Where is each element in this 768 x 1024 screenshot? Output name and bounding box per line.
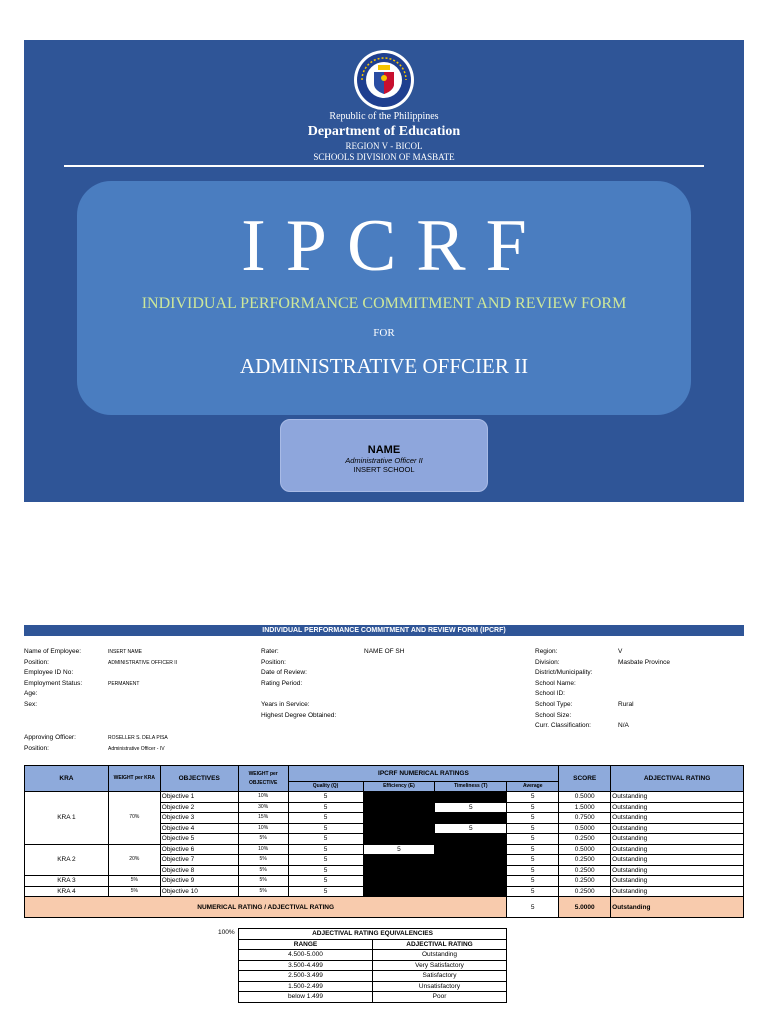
header-divider (64, 165, 704, 167)
info-label: School Name: (535, 679, 576, 687)
efficiency-cell (363, 792, 435, 803)
score-cell: 0.5000 (559, 792, 611, 803)
info-label: Position: (261, 658, 286, 666)
division-label: SCHOOLS DIVISION OF MASBATE (313, 152, 455, 162)
info-value (618, 679, 670, 690)
timeliness-cell (435, 844, 507, 855)
cover-page (24, 40, 744, 502)
efficiency-cell (363, 834, 435, 845)
kra-cell: KRA 1 (25, 792, 109, 845)
total-percent: 100% (218, 929, 235, 936)
info-label: Division: (535, 658, 560, 666)
equivalency-row (239, 971, 507, 982)
info-label: Date of Review: (261, 669, 307, 677)
info-value: Masbate Province (618, 658, 671, 666)
score-cell: 0.5000 (559, 844, 611, 855)
employee-labels (24, 647, 82, 711)
region-label: REGION V - BICOL (345, 141, 423, 151)
efficiency-cell (363, 823, 435, 834)
info-value: INSERT NAME (108, 649, 142, 655)
quality-header: Quality (Q) (288, 782, 363, 792)
adjectival-rating-header: ADJECTIVAL RATING (373, 939, 507, 950)
kra-cell: KRA 2 (25, 844, 109, 876)
info-value: Administrative Officer - IV (108, 745, 165, 752)
timeliness-cell (435, 865, 507, 876)
objective-weight-cell: 5% (238, 876, 288, 887)
objective-weight-cell: 5% (238, 886, 288, 897)
title-box (77, 181, 691, 415)
timeliness-header: Timeliness (T) (435, 782, 507, 792)
objective-weight-cell: 10% (238, 844, 288, 855)
timeliness-cell: 5 (435, 802, 507, 813)
objective-weight-cell: 30% (238, 802, 288, 813)
adjectival-header: ADJECTIVAL RATING (611, 766, 744, 792)
objective-cell: Objective 8 (160, 865, 238, 876)
quality-cell: 5 (288, 792, 363, 803)
average-cell: 5 (507, 813, 559, 824)
quality-cell: 5 (288, 855, 363, 866)
rating-cell: Very Satisfactory (373, 960, 507, 971)
equivalency-row (239, 960, 507, 971)
average-header: Average (507, 782, 559, 792)
objective-weight-cell: 5% (238, 855, 288, 866)
info-label: School Type: (535, 700, 573, 708)
equivalency-title: ADJECTIVAL RATING EQUIVALENCIES (239, 929, 507, 940)
info-label: Approving Officer: (24, 734, 76, 741)
timeliness-cell (435, 876, 507, 887)
objective-cell: Objective 1 (160, 792, 238, 803)
range-cell: below 1.499 (239, 992, 373, 1003)
ipcrf-ratings-table (24, 765, 744, 918)
score-cell: 0.2500 (559, 886, 611, 897)
info-label: Highest Degree Obtained: (261, 711, 337, 719)
efficiency-cell (363, 813, 435, 824)
score-cell: 0.2500 (559, 855, 611, 866)
objective-cell: Objective 3 (160, 813, 238, 824)
objective-weight-cell: 10% (238, 823, 288, 834)
info-label: School ID: (535, 690, 565, 698)
rater-values (364, 647, 404, 658)
summary-label: NUMERICAL RATING / ADJECTIVAL RATING (25, 897, 507, 918)
objective-cell: Objective 4 (160, 823, 238, 834)
efficiency-header: Efficiency (E) (363, 782, 435, 792)
info-label: Rater: (261, 648, 279, 655)
equivalency-row (239, 981, 507, 992)
rating-cell: Satisfactory (373, 971, 507, 982)
kra-weight-cell: 5% (108, 876, 160, 887)
timeliness-cell (435, 813, 507, 824)
efficiency-cell (363, 876, 435, 887)
score-cell: 0.5000 (559, 823, 611, 834)
department-label: Department of Education (307, 124, 461, 139)
average-cell: 5 (507, 855, 559, 866)
info-label: Employee ID No: (24, 669, 74, 677)
score-cell: 0.2500 (559, 865, 611, 876)
objective-weight-cell: 15% (238, 813, 288, 824)
range-cell: 2.500-3.499 (239, 971, 373, 982)
region-labels (535, 647, 592, 732)
table-row (25, 844, 744, 855)
adjectival-cell: Outstanding (611, 855, 744, 866)
quality-cell: 5 (288, 876, 363, 887)
ratings-header: IPCRF NUMERICAL RATINGS (288, 766, 559, 782)
kra-header: KRA (25, 766, 109, 792)
kra-weight-cell: 5% (108, 886, 160, 897)
form-title-bar: INDIVIDUAL PERFORMANCE COMMITMENT AND REVIEW FORM (IPCRF) (24, 625, 744, 636)
table-row (25, 876, 744, 887)
region-values (618, 647, 670, 732)
cover-for-label: FOR (373, 327, 395, 339)
timeliness-cell (435, 886, 507, 897)
info-value: PERMANENT (108, 680, 140, 687)
info-label: Sex: (24, 700, 38, 708)
adjectival-cell: Outstanding (611, 802, 744, 813)
quality-cell: 5 (288, 865, 363, 876)
timeliness-cell: 5 (435, 823, 507, 834)
score-cell: 0.2500 (559, 834, 611, 845)
kra-cell: KRA 4 (25, 886, 109, 897)
info-label: Region: (535, 648, 558, 655)
efficiency-cell (363, 886, 435, 897)
info-label: Age: (24, 690, 38, 698)
score-header: SCORE (559, 766, 611, 792)
rating-cell: Poor (373, 992, 507, 1003)
objective-cell: Objective 7 (160, 855, 238, 866)
score-cell: 1.5000 (559, 802, 611, 813)
employee-school: INSERT SCHOOL (353, 465, 415, 474)
efficiency-cell (363, 865, 435, 876)
info-label: District/Municipality: (535, 669, 593, 677)
equivalency-row (239, 992, 507, 1003)
info-label: Name of Employee: (24, 648, 82, 655)
quality-cell: 5 (288, 813, 363, 824)
rater-labels (261, 647, 336, 721)
info-value (618, 689, 670, 700)
objective-cell: Objective 10 (160, 886, 238, 897)
ratings-body (25, 792, 744, 897)
range-cell: 1.500-2.499 (239, 981, 373, 992)
info-value: N/A (618, 722, 629, 730)
info-value (108, 689, 177, 700)
cover-subtitle: INDIVIDUAL PERFORMANCE COMMITMENT AND REVIEW FORM (141, 295, 627, 312)
name-card (280, 419, 488, 492)
average-cell: 5 (507, 834, 559, 845)
equivalency-row (239, 950, 507, 961)
table-row (25, 886, 744, 897)
objective-weight-cell: 5% (238, 865, 288, 876)
employee-name: NAME (367, 444, 401, 456)
average-cell: 5 (507, 865, 559, 876)
objective-weight-cell: 10% (238, 792, 288, 803)
rating-cell: Outstanding (373, 950, 507, 961)
info-value: V (618, 648, 623, 655)
quality-cell: 5 (288, 886, 363, 897)
quality-cell: 5 (288, 834, 363, 845)
rating-cell: Unsatisfactory (373, 981, 507, 992)
objective-weight-cell: 5% (238, 834, 288, 845)
summary-score: 5.0000 (559, 897, 611, 918)
quality-cell: 5 (288, 802, 363, 813)
timeliness-cell (435, 855, 507, 866)
objective-cell: Objective 5 (160, 834, 238, 845)
average-cell: 5 (507, 886, 559, 897)
range-header: RANGE (239, 939, 373, 950)
info-label: Curr. Classification: (535, 722, 591, 730)
weight-kra-header: WEIGHT per KRA (108, 766, 160, 792)
weight-objective-header: WEIGHT per OBJECTIVE (238, 766, 288, 792)
quality-cell: 5 (288, 844, 363, 855)
adjectival-cell: Outstanding (611, 844, 744, 855)
equivalency-table (238, 928, 507, 1003)
adjectival-cell: Outstanding (611, 792, 744, 803)
average-cell: 5 (507, 792, 559, 803)
kra-cell: KRA 3 (25, 876, 109, 887)
info-label: Position: (24, 658, 49, 666)
adjectival-cell: Outstanding (611, 865, 744, 876)
deped-seal-icon (352, 48, 416, 112)
info-label: Employment Status: (24, 679, 83, 687)
efficiency-cell (363, 802, 435, 813)
timeliness-cell (435, 792, 507, 803)
adjectival-cell: Outstanding (611, 813, 744, 824)
info-label (261, 689, 336, 700)
info-label: School Size: (535, 711, 572, 719)
score-cell: 0.7500 (559, 813, 611, 824)
info-value: ADMINISTRATIVE OFFICER II (108, 659, 178, 666)
range-cell: 3.500-4.499 (239, 960, 373, 971)
cover-position: ADMINISTRATIVE OFFCIER II (239, 354, 529, 378)
adjectival-cell: Outstanding (611, 876, 744, 887)
table-row (25, 792, 744, 803)
cover-title: IPCRF (241, 205, 547, 287)
adjectival-cell: Outstanding (611, 823, 744, 834)
approving-values (108, 733, 168, 754)
info-value (618, 711, 670, 722)
info-value (108, 668, 177, 679)
info-value (108, 700, 177, 711)
objective-cell: Objective 9 (160, 876, 238, 887)
info-label: Position: (24, 744, 49, 752)
objective-cell: Objective 6 (160, 844, 238, 855)
summary-average: 5 (507, 897, 559, 918)
average-cell: 5 (507, 876, 559, 887)
average-cell: 5 (507, 844, 559, 855)
summary-row (25, 897, 744, 918)
range-cell: 4.500-5.000 (239, 950, 373, 961)
efficiency-cell (363, 855, 435, 866)
objectives-header: OBJECTIVES (160, 766, 238, 792)
info-value: Rural (618, 700, 634, 708)
kra-weight-cell: 20% (108, 844, 160, 876)
timeliness-cell (435, 834, 507, 845)
efficiency-cell: 5 (363, 844, 435, 855)
employee-position: Administrative Officer II (345, 456, 423, 465)
republic-label: Republic of the Philippines (329, 111, 439, 122)
average-cell: 5 (507, 823, 559, 834)
quality-cell: 5 (288, 823, 363, 834)
kra-weight-cell: 70% (108, 792, 160, 845)
adjectival-cell: Outstanding (611, 834, 744, 845)
approving-labels (24, 733, 76, 754)
score-cell: 0.2500 (559, 876, 611, 887)
adjectival-cell: Outstanding (611, 886, 744, 897)
info-value (618, 668, 670, 679)
info-label: Rating Period: (261, 679, 303, 687)
info-value: ROSELLER S. DELA PISA (108, 735, 168, 741)
objective-cell: Objective 2 (160, 802, 238, 813)
info-label: Years in Service: (261, 700, 310, 708)
equivalency-body (239, 950, 507, 1003)
summary-adjectival: Outstanding (611, 897, 744, 918)
employee-values (108, 647, 177, 711)
average-cell: 5 (507, 802, 559, 813)
info-value: NAME OF SH (364, 648, 405, 655)
